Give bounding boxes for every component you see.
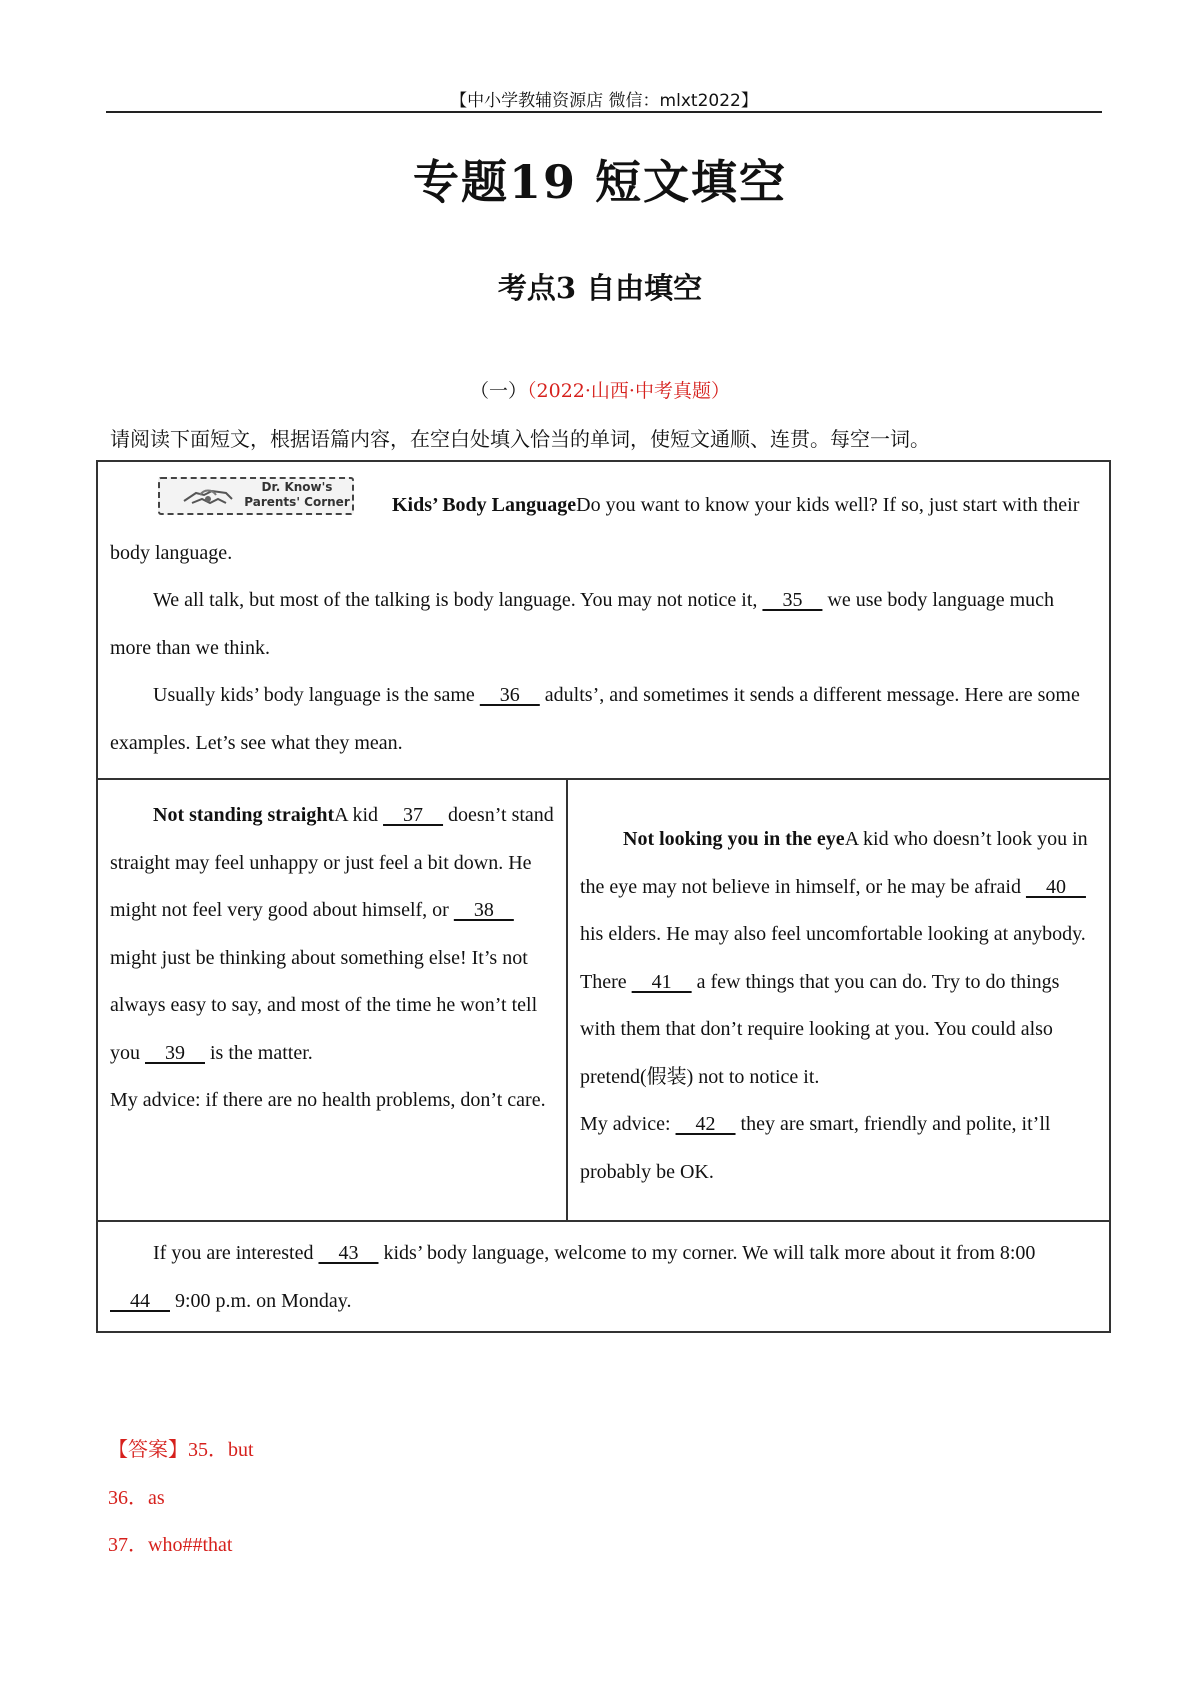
left-advice: My advice: if there are no health problems, don’t care. bbox=[110, 1089, 546, 1111]
left-heading: Not standing straight bbox=[153, 804, 335, 826]
right-advice: My advice: 42 they are smart, friendly and polite, it’ll probably be OK. bbox=[580, 1113, 1051, 1183]
blank-43: 43 bbox=[318, 1242, 379, 1264]
handshake-icon bbox=[182, 483, 234, 511]
closing-paragraph: If you are interested 43 kids’ body language, welcome to my corner. We will talk more about it from 8:00 44 9:00 p.m. on Monday. bbox=[110, 1242, 1036, 1312]
exercise-source: （2022·山西·中考真题） bbox=[527, 380, 730, 402]
blank-35: 35 bbox=[762, 589, 823, 611]
logo-line-2: Parents' Corner bbox=[244, 495, 350, 510]
answer-section bbox=[108, 1427, 1008, 1570]
closing-box bbox=[96, 1220, 1111, 1333]
exercise-index: （一） bbox=[470, 380, 528, 402]
answer-line: 36．as bbox=[108, 1486, 165, 1509]
blank-41: 41 bbox=[631, 970, 692, 993]
blank-37: 37 bbox=[383, 804, 444, 826]
blank-36: 36 bbox=[479, 684, 540, 706]
page-title: 专题19 短文填空 bbox=[412, 155, 788, 209]
left-column-box bbox=[96, 778, 568, 1222]
right-column-box bbox=[566, 778, 1111, 1222]
left-paragraph: Not standing straightA kid 37 doesn’t stand straight may feel unhappy or just feel a bit down. He might not feel very good about himself, or 38 might just be thinking about something else! It’s not always easy to say, and most of the time he won’t tell you 39 is the matter. bbox=[110, 804, 554, 1064]
instruction-text: 请阅读下面短文，根据语篇内容，在空白处填入恰当的单词，使短文通顺、连贯。每空一词。 bbox=[110, 427, 930, 451]
logo-line-1: Dr. Know's bbox=[261, 480, 333, 495]
section-subtitle: 考点3 自由填空 bbox=[497, 271, 703, 305]
answer-line: 37．who##that bbox=[108, 1534, 233, 1556]
intro-box bbox=[96, 460, 1111, 780]
intro-paragraph-1: Do you want to know your kids well? If so, just start with their body language. bbox=[110, 494, 1080, 564]
right-paragraph: Not looking you in the eyeA kid who doesn’t look you in the eye may not believe in himself, or he may be afraid 40 his elders. He may also feel uncomfortable looking at anybody. There 41 a few things that you can do. Try to do things with them that don’t require looking at you. You could also pretend(假装) not to notice it. bbox=[580, 828, 1088, 1088]
blank-39: 39 bbox=[145, 1041, 205, 1064]
answer-line: 【答案】35．but bbox=[108, 1439, 254, 1461]
page-header: 【中小学教辅资源店 微信：mlxt2022】 bbox=[450, 91, 758, 111]
blank-38: 38 bbox=[453, 899, 514, 921]
right-heading: Not looking you in the eye bbox=[623, 828, 845, 850]
exercise-heading bbox=[0, 376, 1200, 403]
blank-44: 44 bbox=[110, 1289, 170, 1312]
intro-paragraph-3: Usually kids’ body language is the same 36 adults’, and sometimes it sends a different message. Here are some examples. Let’s see what they mean. bbox=[110, 684, 1080, 754]
blank-42: 42 bbox=[675, 1113, 736, 1135]
blank-40: 40 bbox=[1025, 875, 1086, 898]
parents-corner-logo bbox=[158, 477, 354, 515]
header-rule bbox=[106, 111, 1102, 113]
intro-paragraph-2: We all talk, but most of the talking is body language. You may not notice it, 35 we use body language much more than we think. bbox=[110, 589, 1055, 659]
passage-heading: Kids’ Body Language bbox=[392, 494, 577, 516]
